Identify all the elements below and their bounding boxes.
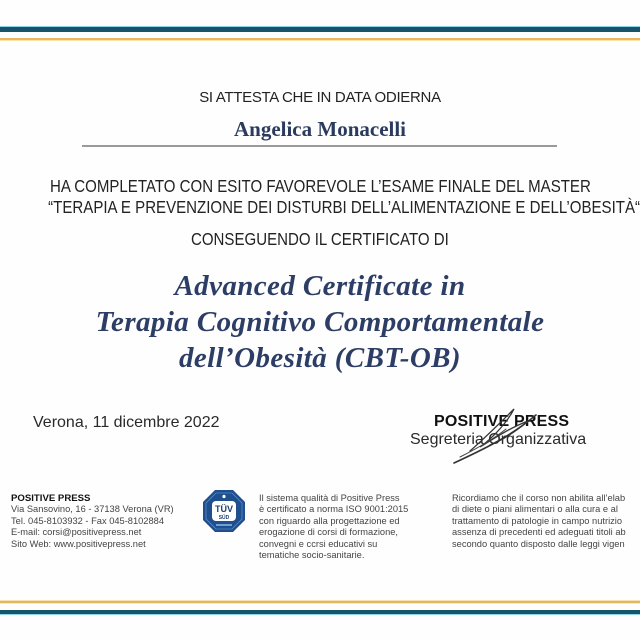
contact-email: E-mail: corsi@positivepress.net <box>11 527 142 538</box>
bottom-teal-border <box>0 610 640 615</box>
quality-statement <box>259 493 408 561</box>
recipient-name: Angelica Monacelli <box>233 117 407 141</box>
tuv-sud-certification-icon <box>202 489 246 533</box>
place-date: Verona, 11 dicembre 2022 <box>33 414 220 431</box>
signature-organization: POSITIVE PRESS <box>434 413 570 430</box>
completion-line-1 <box>0 176 640 197</box>
master-title-text: “TERAPIA E PREVENZIONE DEI DISTURBI DELL’ALIMENTAZIONE E DELL’OBESITÀ“ <box>48 197 640 217</box>
conseguendo-label: CONSEGUENDO IL CERTIFICATO DI <box>191 229 449 249</box>
quality-line: tematiche socio-sanitarie. <box>259 550 365 561</box>
bottom-gold-border <box>0 601 640 603</box>
contact-info <box>11 493 174 550</box>
signature-role: Segreteria Organizzativa <box>410 431 587 448</box>
notice-line: di diete o piani alimentari o alla cura e al <box>452 504 618 515</box>
quality-line: Il sistema qualità di Positive Press <box>259 493 400 503</box>
certificate-title-line-2: Terapia Cognitivo Comportamentale <box>95 306 545 338</box>
legal-notice <box>452 493 640 550</box>
contact-address: Via Sansovino, 16 - 37138 Verona (VR) <box>11 504 174 515</box>
tuv-badge-line2: SÜD <box>218 515 230 521</box>
contact-organization: POSITIVE PRESS <box>11 493 91 504</box>
certificate-title-line-3: dell’Obesità (CBT-OB) <box>178 342 461 374</box>
quality-line: con riguardo alla progettazione ed <box>259 515 400 526</box>
signature-block <box>410 413 640 473</box>
conseguendo-text <box>0 229 640 250</box>
notice-line: assenza di precedenti ed adeguati titoli ab <box>452 527 626 538</box>
quality-line: è certificato a norma ISO 9001:2015 <box>259 504 409 515</box>
top-teal-border <box>0 26 640 32</box>
completion-line-1-text: HA COMPLETATO CON ESITO FAVOREVOLE L’ESAME FINALE DEL MASTER <box>49 176 591 196</box>
notice-line: trattamento di patologie in campo nutrizio <box>452 515 623 526</box>
master-title <box>0 197 640 218</box>
top-gold-border <box>0 38 640 40</box>
attestation-text: SI ATTESTA CHE IN DATA ODIERNA <box>199 89 441 106</box>
quality-line: convegni e ccrsi educativi su <box>259 538 378 549</box>
certificate-title-line-1: Advanced Certificate in <box>174 270 466 302</box>
handwritten-signature-icon <box>450 407 540 465</box>
contact-website: Sito Web: www.positivepress.net <box>11 538 146 549</box>
contact-phone-fax: Tel. 045-8103932 - Fax 045-8102884 <box>11 515 164 526</box>
quality-line: erogazione di corsi di formazione, <box>259 527 399 538</box>
notice-line: secondo quanto disposto dalle leggi vigen <box>452 538 625 549</box>
tuv-badge-line1: TÜV <box>215 504 233 514</box>
notice-line: Ricordiamo che il corso non abilita all’elab <box>452 493 626 503</box>
name-underline <box>82 145 557 147</box>
